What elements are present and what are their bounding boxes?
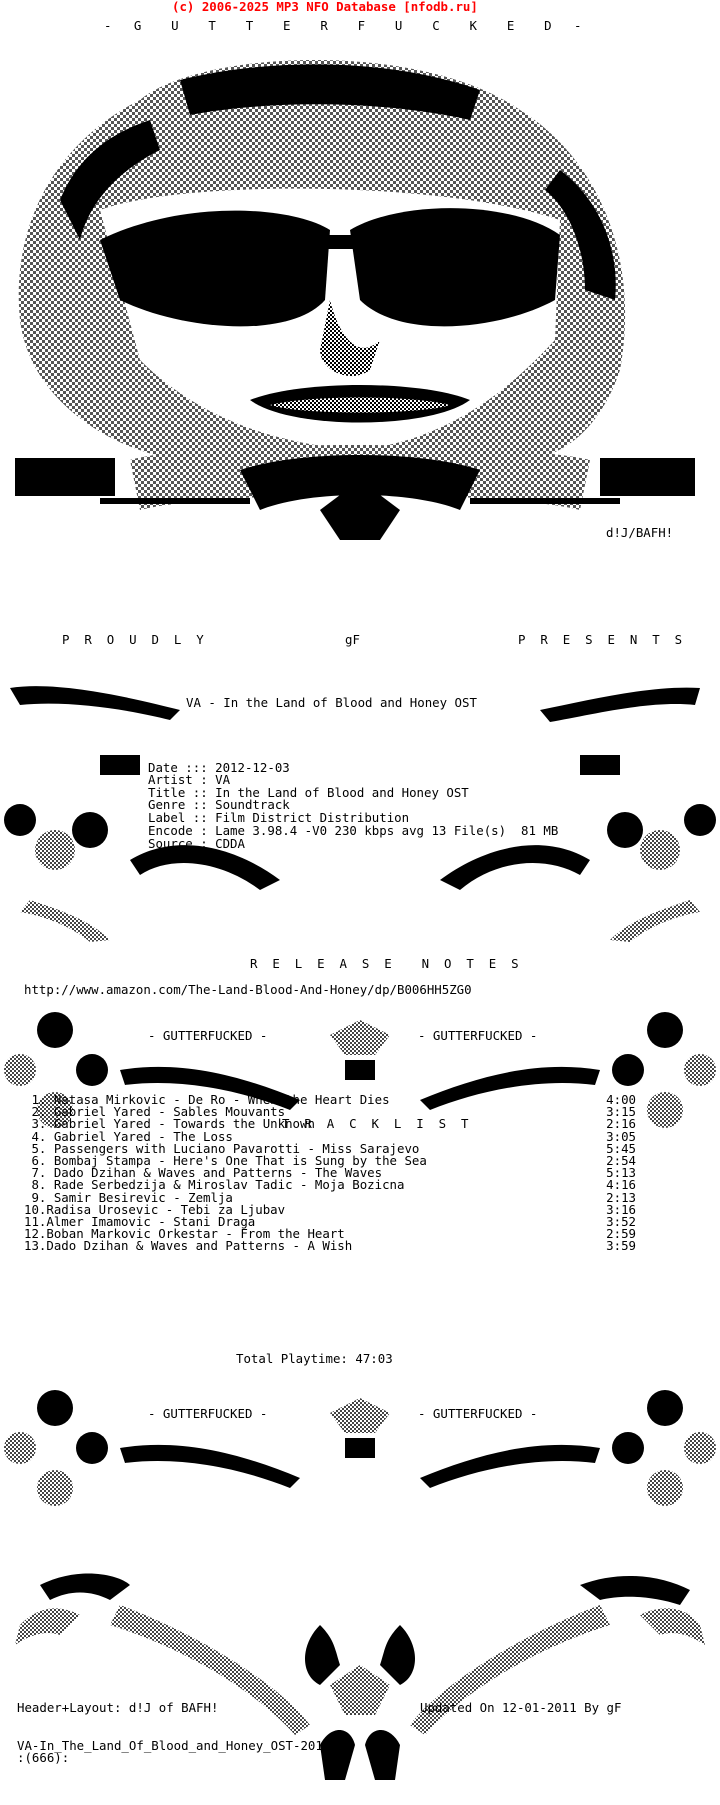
info-date: Date ::: 2012-12-03 [148, 760, 290, 775]
track-title: 2. Gabriel Yared - Sables Mouvants [24, 1104, 286, 1120]
track-title: 5. Passengers with Luciano Pavarotti - Miss Sarajevo [24, 1140, 420, 1156]
track-duration: 5:45 [606, 1140, 636, 1156]
presents-label: P R E S E N T S [518, 632, 683, 647]
art-credit: d!J/BAFH! [606, 525, 674, 540]
track-title: 13.Dado Dzihan & Waves and Patterns - A Wish [24, 1238, 353, 1254]
bottom-ornament-art [0, 1555, 720, 1805]
group-name-spaced: - G U T T E R F U C K E D - [104, 18, 582, 33]
face-ascii-art [0, 40, 720, 580]
track-title: 3. Gabriel Yared - Towards the Unknown [24, 1116, 315, 1132]
track-duration: 2:16 [606, 1116, 636, 1132]
updated-info: Updated On 12-01-2011 By gF [420, 1700, 622, 1715]
track-duration: 3:59 [606, 1238, 636, 1254]
track-title: 9. Samir Besirevic - Zemlja [24, 1189, 233, 1205]
info-genre: Genre :: Soundtrack [148, 797, 290, 812]
tracklist-heading: T R A C K L I S T [282, 1116, 469, 1131]
copyright-banner: (c) 2006-2025 MP3 NFO Database [nfodb.ru] [172, 0, 478, 14]
track-duration: 2:13 [606, 1189, 636, 1205]
track-duration: 5:13 [606, 1165, 636, 1181]
release-filename: VA-In_The_Land_Of_Blood_and_Honey_OST-2011-gF [17, 1738, 353, 1753]
track-title: 6. Bombaj Stampa - Here's One That is Sung by the Sea [24, 1153, 427, 1168]
track-title: 10.Radisa Urosevic - Tebi za Ljubav [24, 1201, 286, 1217]
track-duration: 4:16 [606, 1177, 636, 1193]
amazon-link[interactable]: http://www.amazon.com/The-Land-Blood-And-Honey/dp/B006HH5ZG0 [24, 982, 472, 997]
divider2-left-label: - GUTTERFUCKED - [148, 1406, 268, 1421]
track-title: 12.Boban Markovic Orkestar - From the Heart [24, 1226, 345, 1242]
divider2-right-label: - GUTTERFUCKED - [418, 1406, 538, 1421]
track-title: 8. Rade Serbedzija & Miroslav Tadic - Moja Bozicna [24, 1177, 405, 1193]
release-notes-heading: R E L E A S E N O T E S [250, 956, 519, 971]
group-tag-footer: :(666): [17, 1750, 70, 1765]
info-title: Title :: In the Land of Blood and Honey OST [148, 785, 469, 800]
track-title: 4. Gabriel Yared - The Loss [24, 1128, 233, 1144]
divider-left-label: - GUTTERFUCKED - [148, 1028, 268, 1043]
track-title: 1. Natasa Mirkovic - De Ro - When the Heart Dies [24, 1092, 390, 1107]
track-duration: 3:05 [606, 1128, 636, 1144]
track-duration: 2:59 [606, 1226, 636, 1242]
divider-flower-art-2 [0, 1378, 720, 1528]
info-encode: Encode : Lame 3.98.4 -V0 230 kbps avg 13 File(s) 81 MB [148, 823, 559, 838]
track-title: 11.Almer Imamovic - Stani Draga [24, 1214, 256, 1229]
layout-credit: Header+Layout: d!J of BAFH! [17, 1700, 219, 1715]
track-duration: 4:00 [606, 1092, 636, 1107]
track-row [24, 1240, 636, 1252]
info-artist: Artist : VA [148, 772, 231, 787]
track-duration: 3:15 [606, 1104, 636, 1120]
divider-right-label: - GUTTERFUCKED - [418, 1028, 538, 1043]
info-label: Label :: Film District Distribution [148, 810, 410, 825]
proudly-label: P R O U D L Y [62, 632, 204, 647]
track-title: 7. Dado Dzihan & Waves and Patterns - The Waves [24, 1165, 383, 1181]
track-duration: 3:52 [606, 1214, 636, 1229]
track-duration: 2:54 [606, 1153, 636, 1168]
total-playtime: Total Playtime: 47:03 [236, 1351, 393, 1366]
track-duration: 3:16 [606, 1201, 636, 1217]
release-title-line: VA - In the Land of Blood and Honey OST [186, 695, 477, 710]
info-source: Source : CDDA [148, 836, 245, 851]
group-tag: gF [345, 632, 360, 647]
